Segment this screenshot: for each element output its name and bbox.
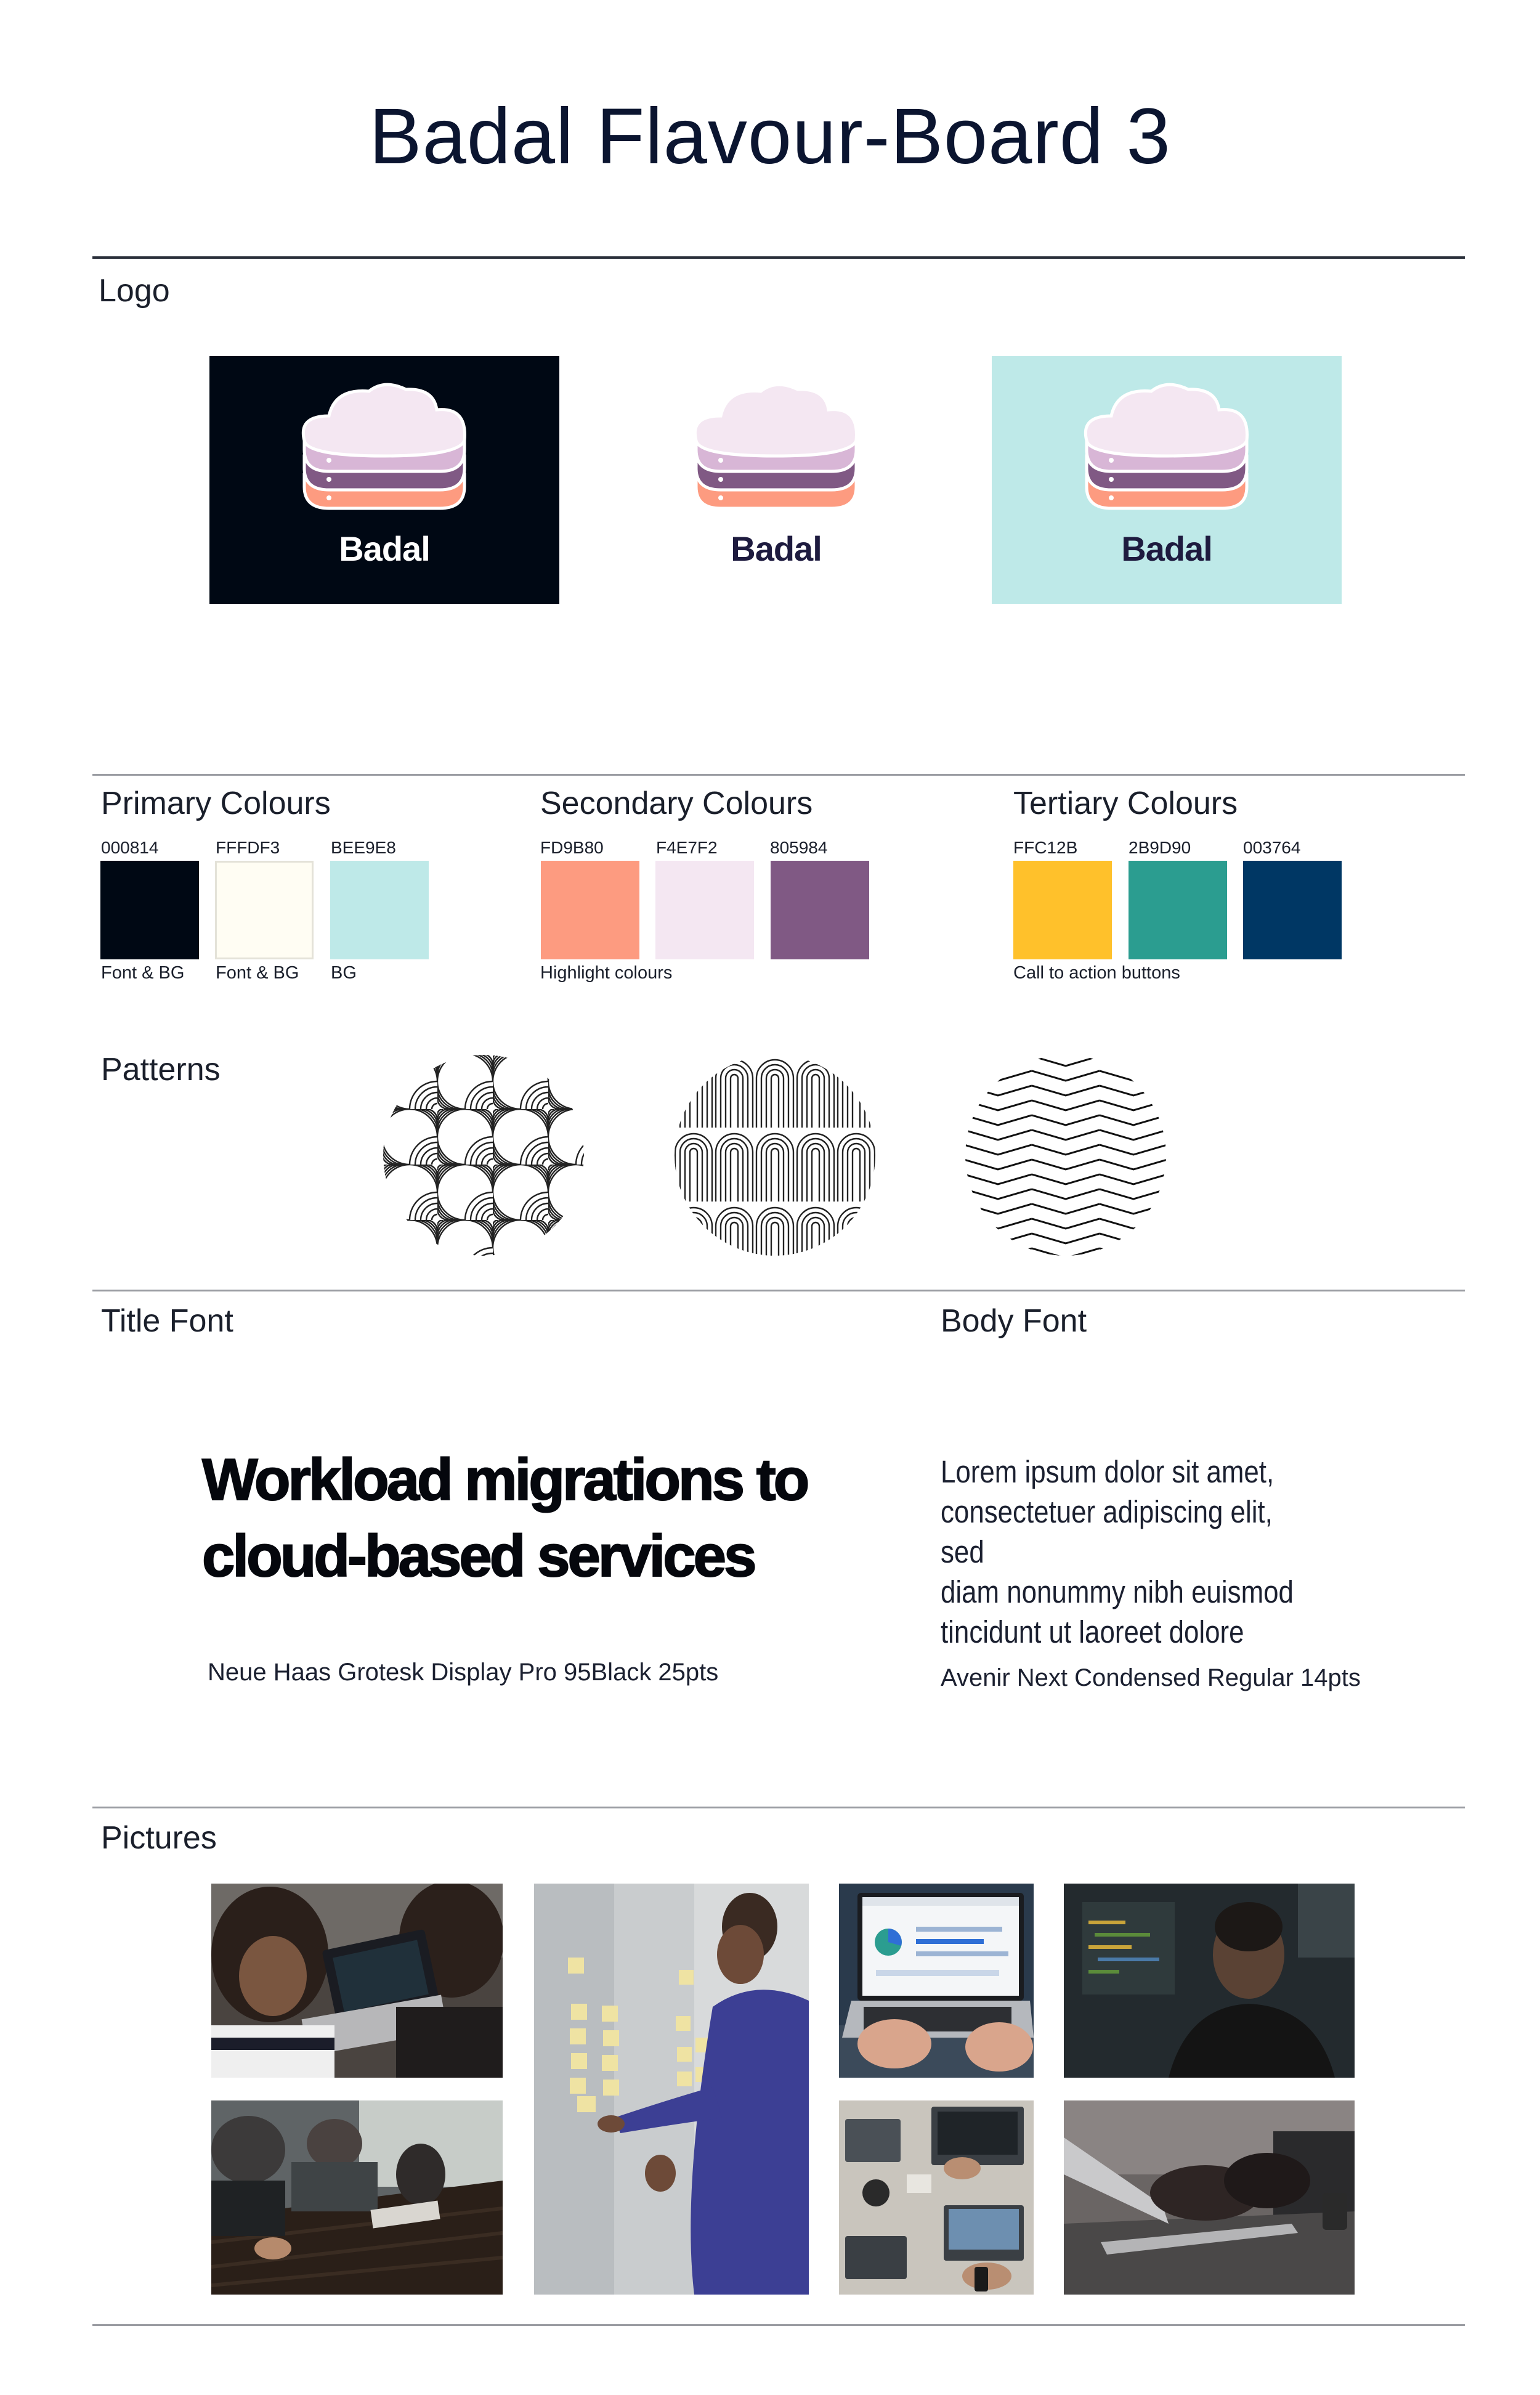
swatch-hex: 2B9D90 <box>1129 838 1191 857</box>
logo-divider <box>92 774 1465 776</box>
page-title: Badal Flavour-Board 3 <box>369 92 1171 181</box>
swatch-hex: FFFDF3 <box>216 838 280 857</box>
arch-stripes-pattern <box>673 1054 877 1257</box>
body-font-sample-line: tincidunt ut laoreet dolore <box>941 1614 1244 1649</box>
pictures-divider <box>92 2324 1465 2326</box>
swatch-hex: FD9B80 <box>540 838 604 857</box>
title-font-section-label: Title Font <box>101 1303 233 1339</box>
typing-on-laptop-photo <box>1064 2100 1355 2295</box>
colour-swatch-ffc12b <box>1013 861 1112 959</box>
logo-section-label: Logo <box>99 273 170 309</box>
swatch-usage-note: Font & BG <box>216 963 299 983</box>
patterns-divider <box>92 1290 1465 1291</box>
cloud-stack-icon <box>684 382 869 524</box>
secondary-colours-title: Secondary Colours <box>540 786 813 821</box>
laptop-dashboard-photo <box>839 1884 1034 2078</box>
title-font-sample-line: Workload migrations to <box>202 1447 808 1513</box>
swatch-hex: F4E7F2 <box>656 838 718 857</box>
desk-with-laptops-photo <box>839 2100 1034 2295</box>
cloud-stack-icon <box>292 382 477 524</box>
swatch-usage-note: Font & BG <box>101 963 185 983</box>
team-at-table-photo <box>211 2100 503 2295</box>
swatch-hex: 003764 <box>1243 838 1301 857</box>
logo-aqua-variant <box>992 356 1342 604</box>
swatch-usage-note: Highlight colours <box>540 963 673 983</box>
swatch-hex: BEE9E8 <box>331 838 396 857</box>
interlocking-arcs-pattern <box>382 1054 585 1257</box>
logo-wordmark: Badal <box>731 529 822 568</box>
swatch-hex: 000814 <box>101 838 159 857</box>
body-font-sample <box>941 1452 1311 1652</box>
person-with-sticky-notes-photo <box>534 1884 809 2295</box>
colour-swatch-bee9e8 <box>330 861 429 959</box>
body-font-sample-line: diam nonummy nibh euismod <box>941 1574 1294 1609</box>
body-font-sample-line: consectetuer adipiscing elit, sed <box>941 1494 1273 1569</box>
title-divider <box>92 256 1465 259</box>
title-font-sample-line: cloud-based services <box>202 1523 755 1589</box>
logo-dark-variant <box>209 356 559 604</box>
colour-swatch-fffdf3 <box>215 861 314 959</box>
pictures-section-label: Pictures <box>101 1820 217 1856</box>
swatch-usage-note: BG <box>331 963 357 983</box>
title-font-sample <box>202 1442 929 1595</box>
primary-colours-title: Primary Colours <box>101 786 331 821</box>
tertiary-colours-title: Tertiary Colours <box>1013 786 1238 821</box>
logo-wordmark: Badal <box>339 529 430 568</box>
swatch-hex: FFC12B <box>1013 838 1078 857</box>
colour-swatch-000814 <box>100 861 199 959</box>
fonts-divider <box>92 1807 1465 1808</box>
colour-swatch-2b9d90 <box>1129 861 1227 959</box>
logo-wordmark: Badal <box>1121 529 1212 568</box>
swatch-hex: 805984 <box>770 838 828 857</box>
logo-light-variant <box>601 356 951 604</box>
swatch-usage-note: Call to action buttons <box>1013 963 1180 983</box>
colour-swatch-805984 <box>771 861 869 959</box>
cloud-stack-icon <box>1074 382 1259 524</box>
chevron-lines-pattern <box>964 1054 1167 1257</box>
colour-swatch-fd9b80 <box>541 861 639 959</box>
people-with-laptop-coding-photo <box>211 1884 503 2078</box>
title-font-spec: Neue Haas Grotesk Display Pro 95Black 25pts <box>208 1659 719 1686</box>
body-font-sample-line: Lorem ipsum dolor sit amet, <box>941 1454 1275 1489</box>
patterns-section-label: Patterns <box>101 1052 221 1088</box>
body-font-spec: Avenir Next Condensed Regular 14pts <box>941 1664 1361 1691</box>
body-font-section-label: Body Font <box>941 1303 1087 1339</box>
developer-portrait-photo <box>1064 1884 1355 2078</box>
colour-swatch-f4e7f2 <box>655 861 754 959</box>
colour-swatch-003764 <box>1243 861 1342 959</box>
